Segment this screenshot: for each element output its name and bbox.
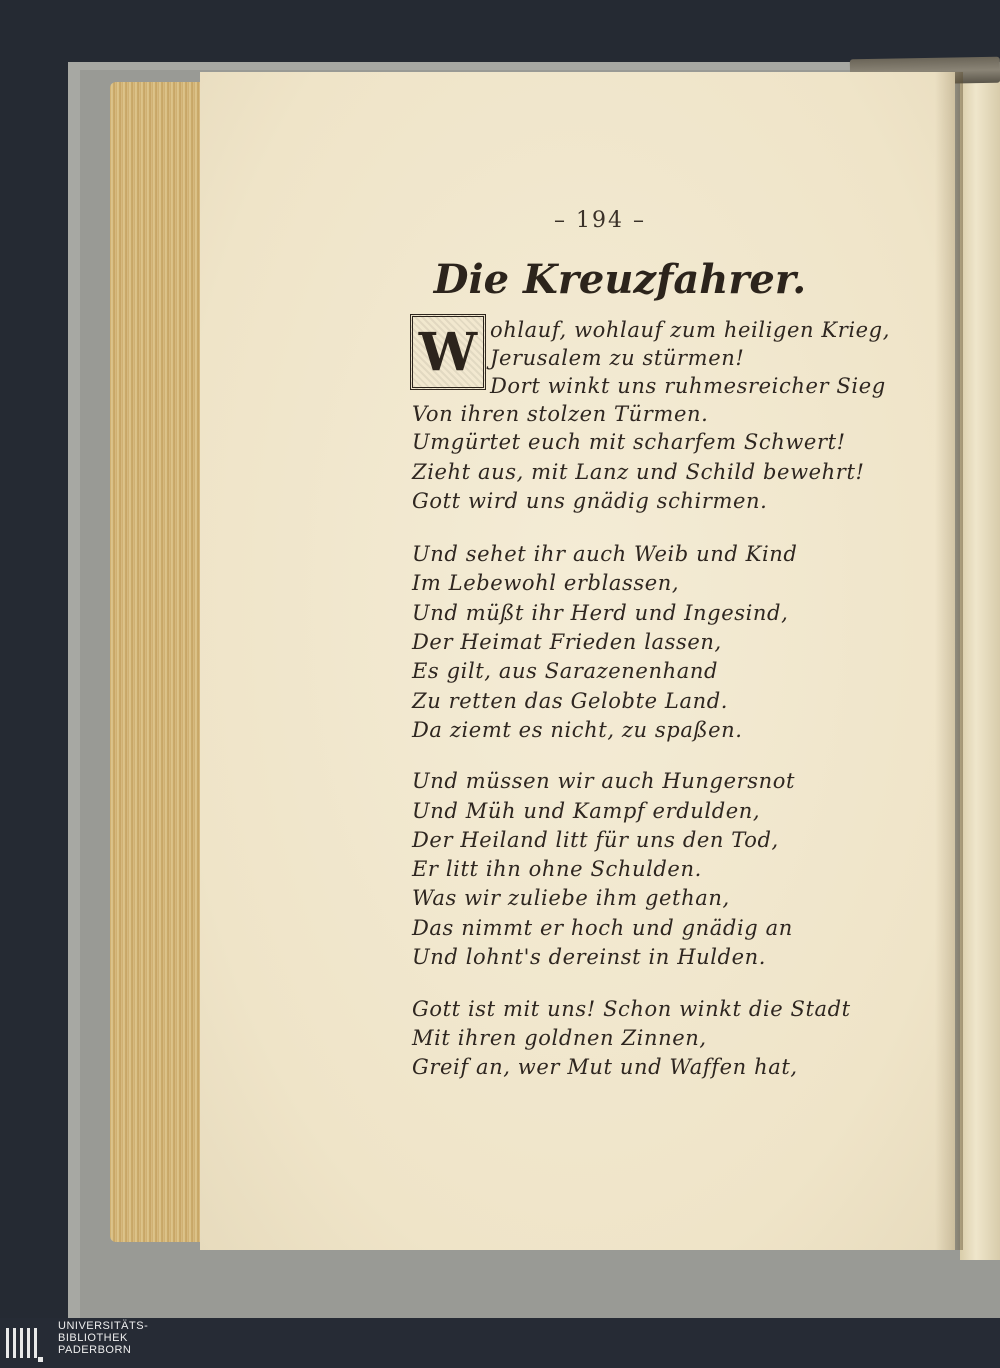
poem-line: Von ihren stolzen Türmen.	[412, 402, 709, 426]
library-logo-text	[58, 1320, 258, 1356]
poem-line: Greif an, wer Mut und Waffen hat,	[412, 1055, 798, 1079]
poem-line: Der Heiland litt für uns den Tod,	[412, 828, 779, 852]
library-name-line: BIBLIOTHEK	[58, 1332, 128, 1344]
poem-line: Umgürtet euch mit scharfem Schwert!	[412, 430, 846, 454]
poem-line: Im Lebewohl erblassen,	[412, 571, 680, 595]
poem-line: Und müßt ihr Herd und Ingesind,	[412, 601, 789, 625]
poem-line: Er litt ihn ohne Schulden.	[412, 857, 702, 881]
poem-line: Und lohnt's dereinst in Hulden.	[412, 945, 767, 969]
poem-line: Zu retten das Gelobte Land.	[412, 689, 729, 713]
library-logo-dot	[38, 1357, 43, 1362]
poem-line: Es gilt, aus Sarazenenhand	[412, 659, 718, 683]
poem-line: ohlauf, wohlauf zum heiligen Krieg,	[490, 318, 890, 342]
poem-line: Das nimmt er hoch und gnädig an	[412, 916, 793, 940]
page-gutter-shadow	[935, 72, 963, 1250]
poem-line: Gott wird uns gnädig schirmen.	[412, 489, 768, 513]
poem-title: Die Kreuzfahrer.	[433, 256, 807, 303]
poem-line: Dort winkt uns ruhmesreicher Sieg	[490, 374, 886, 398]
poem-line: Zieht aus, mit Lanz und Schild bewehrt!	[412, 460, 865, 484]
library-name-line: PADERBORN	[58, 1344, 132, 1356]
poem-line: Da ziemt es nicht, zu spaßen.	[412, 718, 743, 742]
facing-page-edge	[960, 70, 1000, 1260]
page-number: – 194 –	[554, 208, 646, 233]
page-edges	[110, 82, 210, 1242]
drop-cap: W	[410, 314, 486, 390]
library-name-line: UNIVERSITÄTS-	[58, 1320, 149, 1332]
poem-line: Mit ihren goldnen Zinnen,	[412, 1026, 707, 1050]
poem-line: Gott ist mit uns! Schon winkt die Stadt	[412, 997, 851, 1021]
poem-line: Und sehet ihr auch Weib und Kind	[412, 542, 798, 566]
poem-line: Der Heimat Frieden lassen,	[412, 630, 722, 654]
poem-line: Jerusalem zu stürmen!	[490, 346, 745, 370]
poem-line: Und Müh und Kampf erdulden,	[412, 799, 761, 823]
poem-line: Und müssen wir auch Hungersnot	[412, 769, 796, 793]
poem-line: Was wir zuliebe ihm gethan,	[412, 886, 730, 910]
